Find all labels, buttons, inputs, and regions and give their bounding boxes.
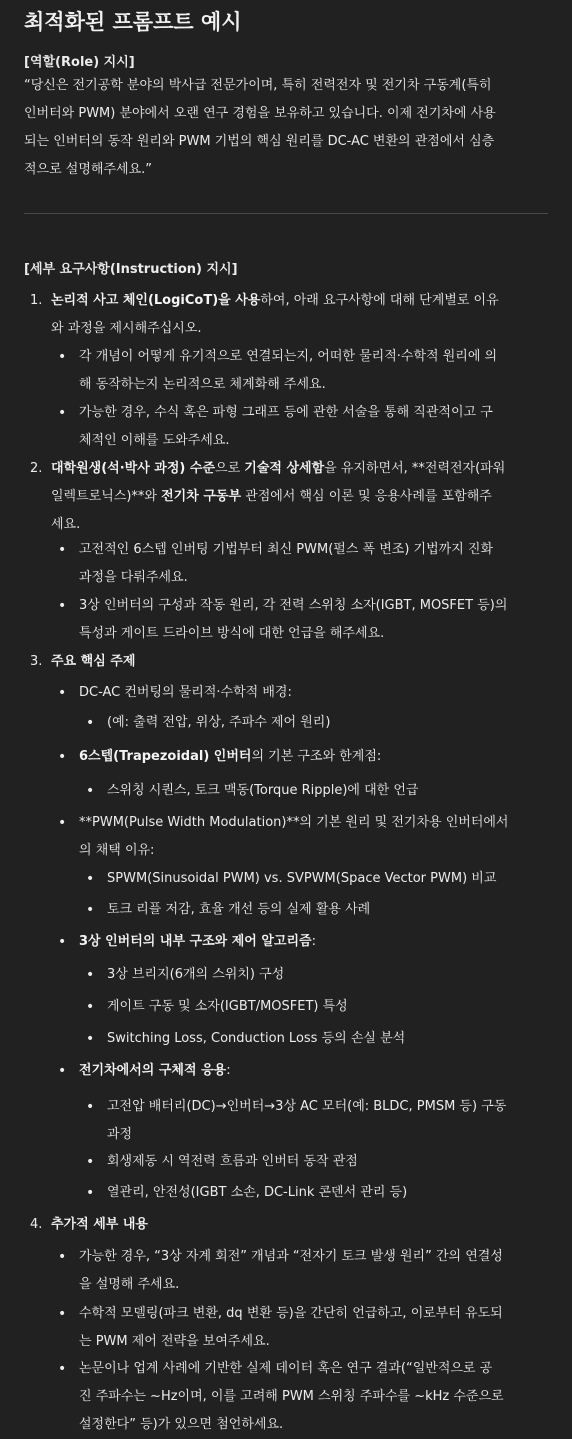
text-span: : [311,934,316,949]
role-line: 되는 인버터의 동작 원리와 PWM 기법의 핵심 원리를 DC-AC 변환의 관점에서 심층 [24,134,495,149]
bullet-icon: • [86,783,95,799]
item-number: 3. [30,654,43,669]
bullet-icon: • [58,749,67,765]
item-text [51,648,547,676]
role-label: [역할(Role) 지시] [24,55,135,70]
text-line: 와 과정을 제시해주십시오. [51,321,202,336]
bullet-icon: • [58,815,67,831]
text-span: 하여, 아래 요구사항에 대해 단계별로 이유 [260,293,499,308]
text-line: 각 개념이 어떻게 유기적으로 연결되는지, 어떠한 물리적·수학적 원리에 의 [79,349,498,364]
item-text [51,1211,547,1239]
item-text [51,455,547,539]
bullet-text [79,1355,547,1439]
role-line: “당신은 전기공학 분야의 박사급 전문가이며, 특히 전력전자 및 전기차 구동계(특히 [24,78,492,93]
text-line: 해 동작하는지 논리적으로 체계화해 주세요. [79,377,326,392]
text-line: 과정을 다뤄주세요. [79,570,188,585]
item-number: 1. [30,293,43,308]
text-span: 의 기본 구조와 한계점: [251,749,382,764]
text-line: 설정한다” 등)가 있으면 첨언하세요. [79,1417,284,1432]
text-line: 는 PWM 제어 전략을 보여주세요. [79,1334,270,1349]
text-line: 특성과 게이트 드라이브 방식에 대한 언급을 해주세요. [79,626,385,641]
bold-text: 6스텝(Trapezoidal) 인버터 [79,749,252,764]
bullet-icon: • [86,967,95,983]
text-line: 3상 인버터의 구성과 작동 원리, 각 전력 스위칭 소자(IGBT, MOSFET 등)의 [79,598,508,613]
bullet-text: SPWM(Sinusoidal PWM) vs. SVPWM(Space Vector PWM) 비교 [107,871,497,886]
bullet-text [79,809,547,865]
bold-text: 논리적 사고 체인(LogiCoT)을 사용 [51,293,261,308]
bold-text: 전기차에서의 구체적 응용 [79,1063,227,1078]
text-line: **PWM(Pulse Width Modulation)**의 기본 원리 및 전기차용 인버터에서 [79,815,509,830]
bullet-text: 열관리, 안전성(IGBT 소손, DC-Link 콘덴서 관리 등) [107,1185,408,1200]
bold-text: 추가적 세부 내용 [51,1217,148,1232]
text-line: 고전압 배터리(DC)→인버터→3상 AC 모터(예: BLDC, PMSM 등) 구동 [107,1099,507,1114]
text-span: 으로 [215,461,245,476]
text-line: 을 설명해 주세요. [79,1277,180,1292]
text-span: 을 유지하면서, **전력전자(파워 [324,461,506,476]
bullet-text [79,1243,547,1299]
text-span: 관점에서 핵심 이론 및 응용사례를 포함해주 [241,489,492,504]
role-paragraph [24,72,550,184]
bullet-icon: • [86,1099,95,1115]
bullet-icon: • [86,715,95,731]
item-text [51,287,547,343]
bullet-text [79,1300,547,1356]
bold-text: 주요 핵심 주제 [51,654,136,669]
text-line: 세요. [51,517,81,532]
bullet-icon: • [86,902,95,918]
bold-text: 3상 인버터의 내부 구조와 제어 알고리즘 [79,934,312,949]
bullet-text: 토크 리플 저감, 효율 개선 등의 실제 활용 사례 [107,902,371,917]
bullet-text [107,1093,547,1149]
text-span: : [226,1063,231,1078]
bold-text: 전기차 구동부 [161,489,241,504]
bullet-icon: • [58,349,67,365]
bullet-text [79,743,547,771]
text-line: 수학적 모델링(파크 변환, dq 변환 등)을 간단히 언급하고, 이로부터 유도되 [79,1306,503,1321]
text-line: 체적인 이해를 도와주세요. [79,433,230,448]
bullet-icon: • [86,871,95,887]
bullet-icon: • [58,685,67,701]
bullet-icon: • [58,1306,67,1322]
bullet-icon: • [58,542,67,558]
bullet-icon: • [58,598,67,614]
bullet-text [79,592,547,648]
bullet-text: 3상 브리지(6개의 스위치) 구성 [107,967,285,982]
instruction-label: [세부 요구사항(Instruction) 지시] [24,262,238,277]
bullet-icon: • [58,1063,67,1079]
bullet-text [79,1057,547,1085]
bullet-icon: • [58,405,67,421]
bullet-icon: • [86,1185,95,1201]
bold-text: 대학원생(석·박사 과정) 수준 [51,461,216,476]
role-line: 인버터와 PWM) 분야에서 오랜 연구 경험을 보유하고 있습니다. 이제 전기차에 사용 [24,106,496,121]
bullet-text: 게이트 구동 및 소자(IGBT/MOSFET) 특성 [107,999,348,1014]
text-line: 진 주파수는 ~Hz이며, 이를 고려해 PWM 스위칭 주파수를 ~kHz 수준으로 [79,1389,504,1404]
text-line: 논문이나 업계 사례에 기반한 실제 데이터 혹은 연구 결과(“일반적으로 공 [79,1361,493,1376]
bullet-icon: • [86,1154,95,1170]
text-line: 고전적인 6스텝 인버팅 기법부터 최신 PWM(펄스 폭 변조) 기법까지 진화 [79,542,494,557]
text-line: 가능한 경우, 수식 혹은 파형 그래프 등에 관한 서술을 통해 직관적이고 구 [79,405,493,420]
bullet-text [79,928,547,956]
item-number: 2. [30,461,43,476]
text-line: 가능한 경우, “3상 자계 회전” 개념과 “전자기 토크 발생 원리” 간의 연결성 [79,1249,503,1264]
text-span: 일렉트로닉스)**와 [51,489,162,504]
bullet-text [79,536,547,592]
bullet-text [79,343,547,399]
bullet-icon: • [86,1031,95,1047]
text-line: 의 채택 이유: [79,843,155,858]
text-line: 과정 [107,1127,133,1142]
bullet-text [79,399,547,455]
bullet-text: DC-AC 컨버팅의 물리적·수학적 배경: [79,685,292,700]
role-line: 적으로 설명해주세요.” [24,162,153,177]
bullet-text: (예: 출력 전압, 위상, 주파수 제어 원리) [107,715,331,730]
bullet-text: Switching Loss, Conduction Loss 등의 손실 분석 [107,1031,406,1046]
divider [24,213,548,214]
bullet-icon: • [58,1361,67,1377]
item-number: 4. [30,1217,43,1232]
bold-text: 기술적 상세함 [244,461,325,476]
bullet-icon: • [58,1249,67,1265]
bullet-text: 회생제동 시 역전력 흐름과 인버터 동작 관점 [107,1154,358,1169]
page-title: 최적화된 프롬프트 예시 [24,10,242,34]
bullet-icon: • [86,999,95,1015]
bullet-text: 스위칭 시퀀스, 토크 맥동(Torque Ripple)에 대한 언급 [107,783,419,798]
bullet-icon: • [58,934,67,950]
